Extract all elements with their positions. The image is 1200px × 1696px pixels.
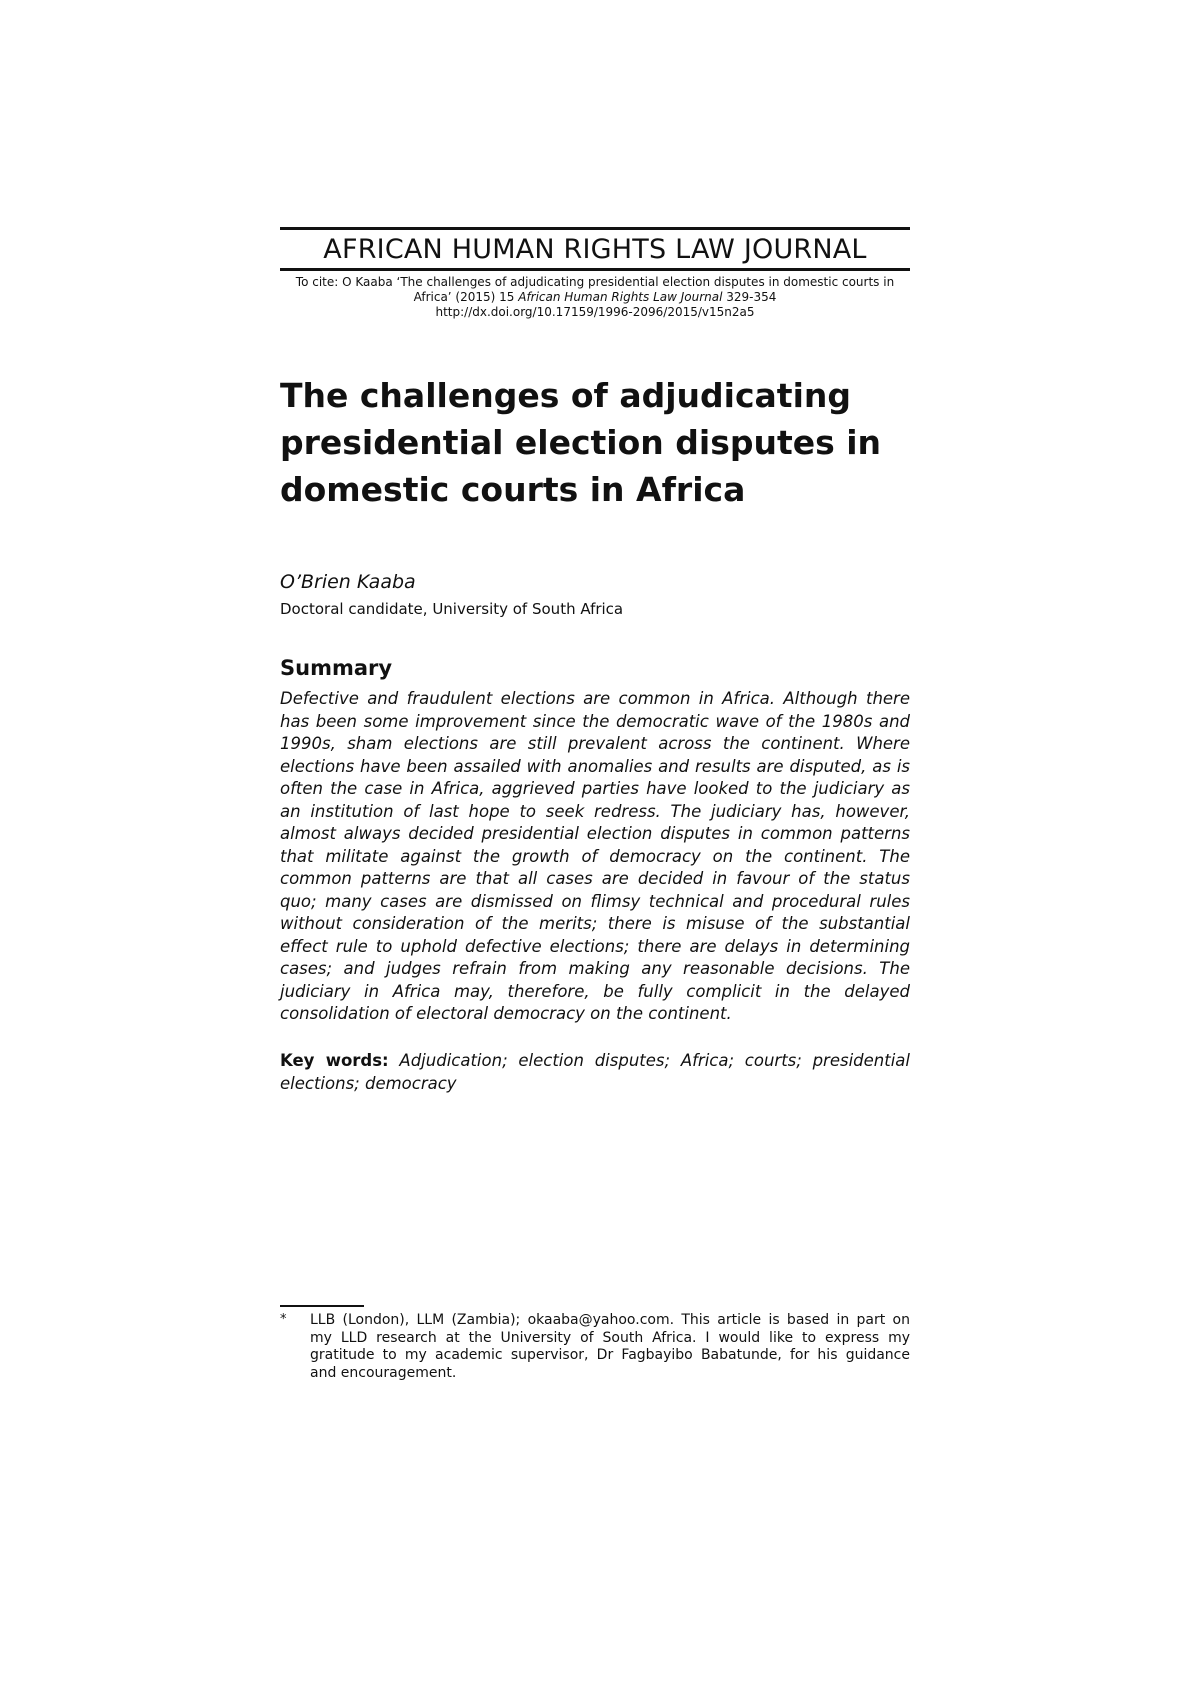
summary-line: 1990s, sham elections are still prevalent across the continent. Where xyxy=(280,734,910,753)
author-affiliation: Doctoral candidate, University of South Africa xyxy=(280,600,624,618)
footnote-rule xyxy=(280,1305,364,1307)
summary-line: effect rule to uphold defective elections; there are delays in determining xyxy=(280,936,910,956)
title-line: domestic courts in Africa xyxy=(280,470,746,509)
footnote-marker: * xyxy=(280,1312,287,1327)
keywords-list: Adjudication; election disputes; Africa; courts; presidential xyxy=(388,1051,911,1070)
author-footnote xyxy=(310,1312,910,1382)
title-line: The challenges of adjudicating xyxy=(280,376,852,415)
summary-text xyxy=(280,688,910,1026)
summary-line: has been some improvement since the democratic wave of the 1980s and xyxy=(280,711,910,731)
header-top-rule xyxy=(280,227,910,230)
keywords-label: Key words: xyxy=(280,1051,389,1070)
summary-line: common patterns are that all cases are decided in favour of the status xyxy=(280,869,910,888)
summary-line: judiciary in Africa may, therefore, be fully complicit in the delayed xyxy=(280,981,910,1001)
title-line: presidential election disputes in xyxy=(280,423,882,462)
article-first-page xyxy=(280,0,910,1696)
citation-prefix: Africa’ (2015) 15 xyxy=(413,290,519,304)
journal-name: AFRICAN HUMAN RIGHTS LAW JOURNAL xyxy=(323,234,867,265)
citation-pages: 329-354 xyxy=(722,290,777,304)
summary-line: cases; and judges refrain from making any reasonable decisions. The xyxy=(280,959,910,978)
summary-line: that militate against the growth of democracy on the continent. The xyxy=(280,846,910,866)
keywords-line: elections; democracy xyxy=(280,1073,457,1093)
summary-line: often the case in Africa, aggrieved parties have looked to the judiciary as xyxy=(280,779,910,798)
footnote-line: my LLD research at the University of South Africa. I would like to express my xyxy=(310,1329,910,1346)
citation-block xyxy=(280,275,910,320)
summary-line: consolidation of electoral democracy on the continent. xyxy=(280,1004,732,1023)
summary-line: Defective and fraudulent elections are common in Africa. Although there xyxy=(280,689,910,708)
summary-line: almost always decided presidential election disputes in common patterns xyxy=(280,824,910,843)
footnote-line: gratitude to my academic supervisor, Dr Fagbayibo Babatunde, for his guidance xyxy=(310,1347,910,1363)
summary-line: an institution of last hope to seek redress. The judiciary has, however, xyxy=(280,801,910,821)
citation-line-2 xyxy=(280,290,910,305)
summary-line: elections have been assailed with anomalies and results are disputed, as is xyxy=(280,756,910,776)
author-name: O’Brien Kaaba xyxy=(280,571,416,593)
citation-line-1: To cite: O Kaaba ‘The challenges of adjudicating presidential election disputes in domestic courts in xyxy=(295,275,895,289)
summary-line: quo; many cases are dismissed on flimsy technical and procedural rules xyxy=(280,891,910,911)
summary-line: without consideration of the merits; there is misuse of the substantial xyxy=(280,914,910,933)
footnote-line: and encouragement. xyxy=(310,1364,457,1381)
article-title xyxy=(280,372,910,513)
citation-doi[interactable]: http://dx.doi.org/10.17159/1996-2096/2015/v15n2a5 xyxy=(435,305,755,319)
keywords xyxy=(280,1050,910,1095)
keywords-line xyxy=(280,1050,910,1073)
header-bottom-rule xyxy=(280,268,910,271)
citation-journal: African Human Rights Law Journal xyxy=(518,290,723,304)
summary-heading: Summary xyxy=(280,656,393,680)
footnote-line: LLB (London), LLM (Zambia); okaaba@yahoo.com. This article is based in part on xyxy=(310,1312,910,1328)
